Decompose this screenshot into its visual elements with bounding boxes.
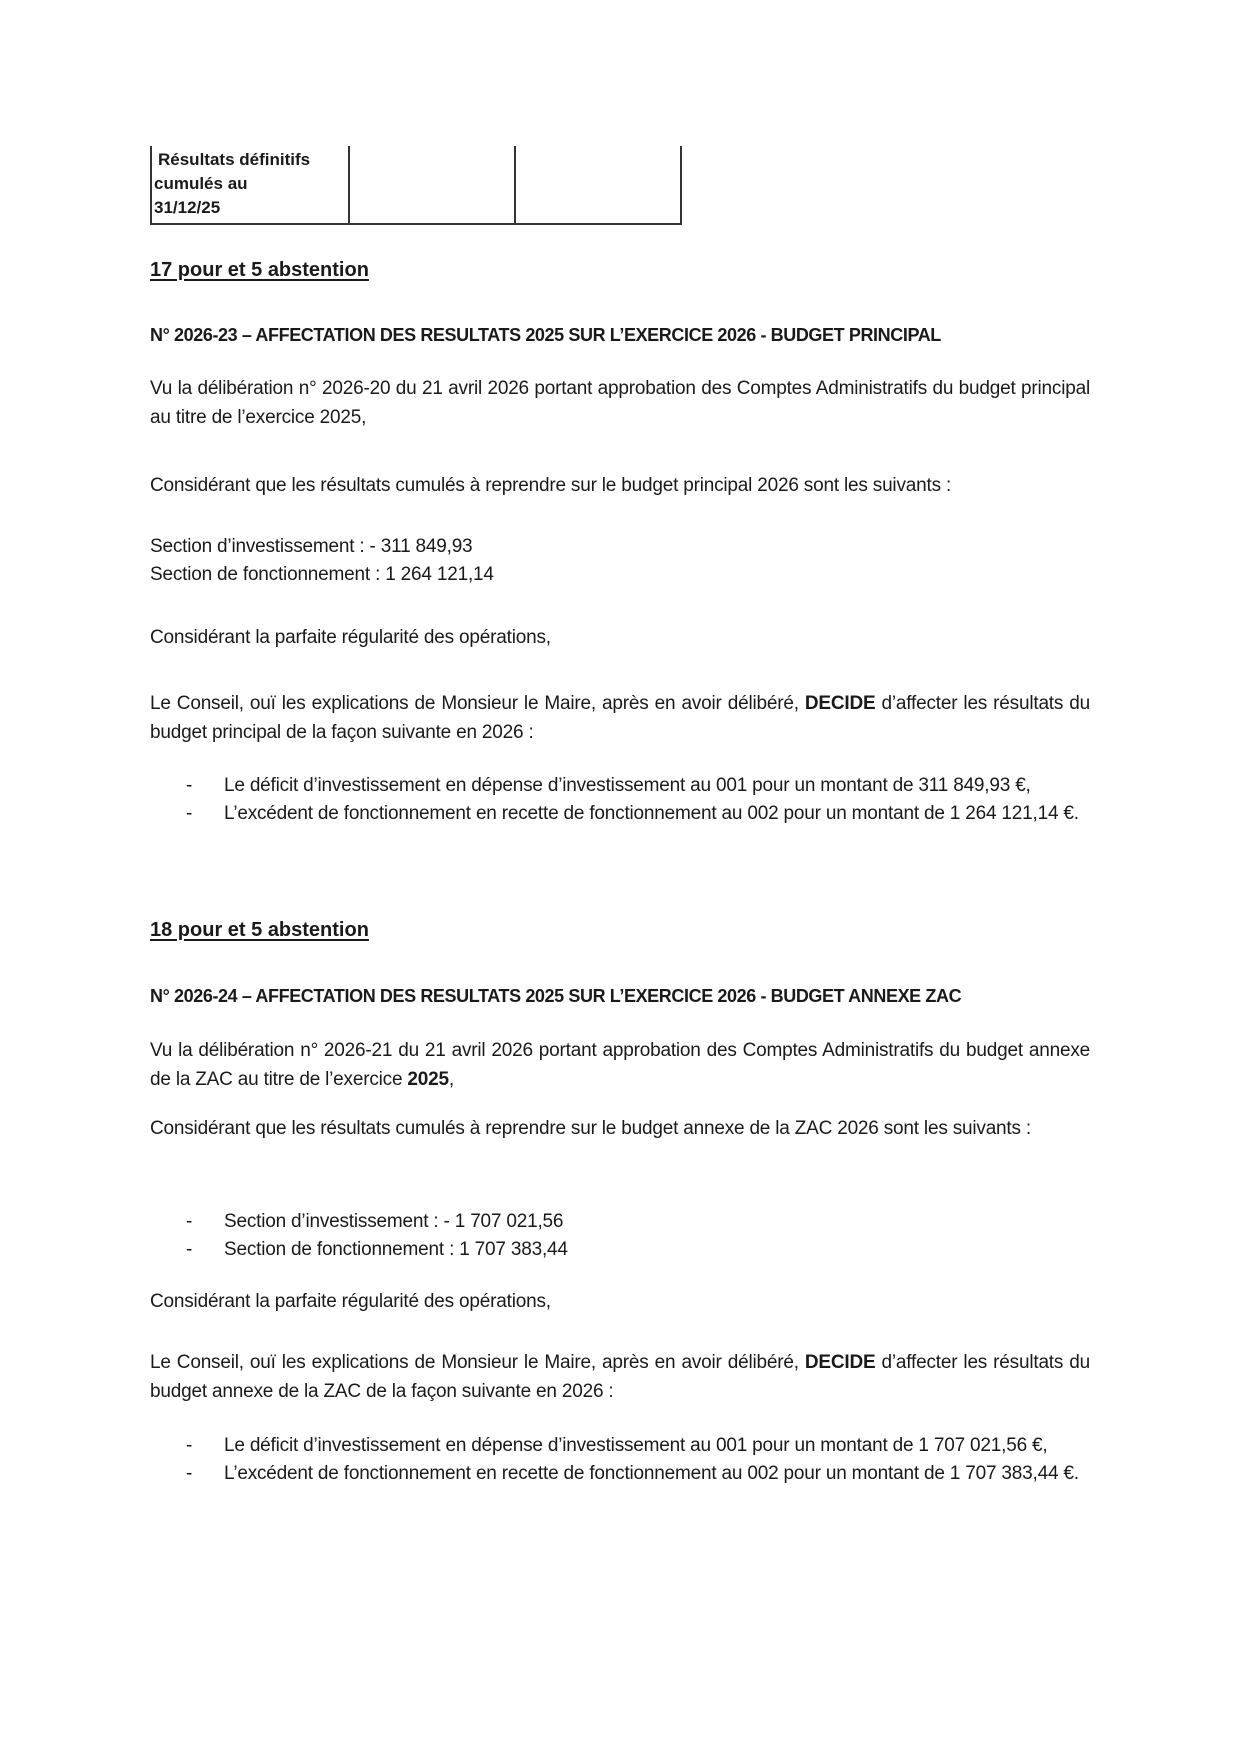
deliberation-23-section-invest: Section d’investissement : - 311 849,93 <box>150 536 473 557</box>
table-border-bottom <box>150 223 682 225</box>
table-border-left <box>150 146 152 224</box>
vote-result-2: 18 pour et 5 abstention <box>150 919 369 941</box>
list-item: - L’excédent de fonctionnement en recette de fonctionnement au 002 pour un montant de 1 707 383,44 €. <box>150 1461 1090 1487</box>
list-item: - Section de fonctionnement : 1 707 383,44 <box>150 1236 1090 1264</box>
table-row-label: Résultats définitifs cumulés au 31/12/25 <box>154 150 311 217</box>
dash-bullet-icon: - <box>186 775 193 796</box>
decide-keyword: DECIDE <box>804 693 876 714</box>
table-border-col1 <box>348 146 350 224</box>
dash-bullet-icon: - <box>186 1211 193 1232</box>
list-item: - Le déficit d’investissement en dépense d’investissement au 001 pour un montant de 311 849,93 €, <box>150 773 1090 799</box>
deliberation-24-sections-list <box>150 1208 1090 1264</box>
deliberation-24-heading: N° 2026-24 – AFFECTATION DES RESULTATS 2025 SUR L’EXERCICE 2026 - BUDGET ANNEXE ZAC <box>150 986 962 1006</box>
table-border-right <box>680 146 682 224</box>
deliberation-24-allocation-list <box>150 1433 1090 1487</box>
list-item: - L’excédent de fonctionnement en recette de fonctionnement au 002 pour un montant de 1 264 121,14 €. <box>150 801 1090 827</box>
deliberation-23-decision: Le Conseil, ouï les explications de Monsieur le Maire, après en avoir délibéré, DECIDE d’affecter les résultats du budget principal de la façon suivante en 2026 : <box>150 693 1090 743</box>
list-item: - Le déficit d’investissement en dépense d’investissement au 001 pour un montant de 1 707 021,56 €, <box>150 1433 1090 1459</box>
deliberation-23-allocation-list <box>150 773 1090 827</box>
decide-keyword: DECIDE <box>804 1352 876 1373</box>
deliberation-24-decision: Le Conseil, ouï les explications de Monsieur le Maire, après en avoir délibéré, DECIDE d’affecter les résultats du budget annexe de la ZAC de la façon suivante en 2026 : <box>150 1352 1090 1402</box>
dash-bullet-icon: - <box>186 1435 193 1456</box>
deliberation-23-vu: Vu la délibération n° 2026-20 du 21 avril 2026 portant approbation des Comptes Administratifs du budget principal au titre de l’exercice 2025, <box>150 378 1090 428</box>
deliberation-24-vu: Vu la délibération n° 2026-21 du 21 avril 2026 portant approbation des Comptes Administratifs du budget annexe de la ZAC au titre de l’exercice 2025, <box>150 1040 1090 1090</box>
list-item: - Section d’investissement : - 1 707 021,56 <box>150 1208 1090 1236</box>
dash-bullet-icon: - <box>186 803 193 824</box>
table-border-col2 <box>514 146 516 224</box>
deliberation-24-considerant-regularite: Considérant la parfaite régularité des opérations, <box>150 1291 551 1312</box>
results-table-fragment <box>150 146 682 224</box>
deliberation-23-section-fonct: Section de fonctionnement : 1 264 121,14 <box>150 564 494 585</box>
deliberation-23-considerant-results: Considérant que les résultats cumulés à reprendre sur le budget principal 2026 sont les suivants : <box>150 475 952 496</box>
dash-bullet-icon: - <box>186 1239 193 1260</box>
dash-bullet-icon: - <box>186 1463 193 1484</box>
deliberation-24-considerant-results: Considérant que les résultats cumulés à reprendre sur le budget annexe de la ZAC 2026 sont les suivants : <box>150 1118 1031 1139</box>
deliberation-23-considerant-regularite: Considérant la parfaite régularité des opérations, <box>150 627 551 648</box>
vote-result-1: 17 pour et 5 abstention <box>150 259 369 281</box>
deliberation-23-heading: N° 2026-23 – AFFECTATION DES RESULTATS 2025 SUR L’EXERCICE 2026 - BUDGET PRINCIPAL <box>150 325 941 345</box>
